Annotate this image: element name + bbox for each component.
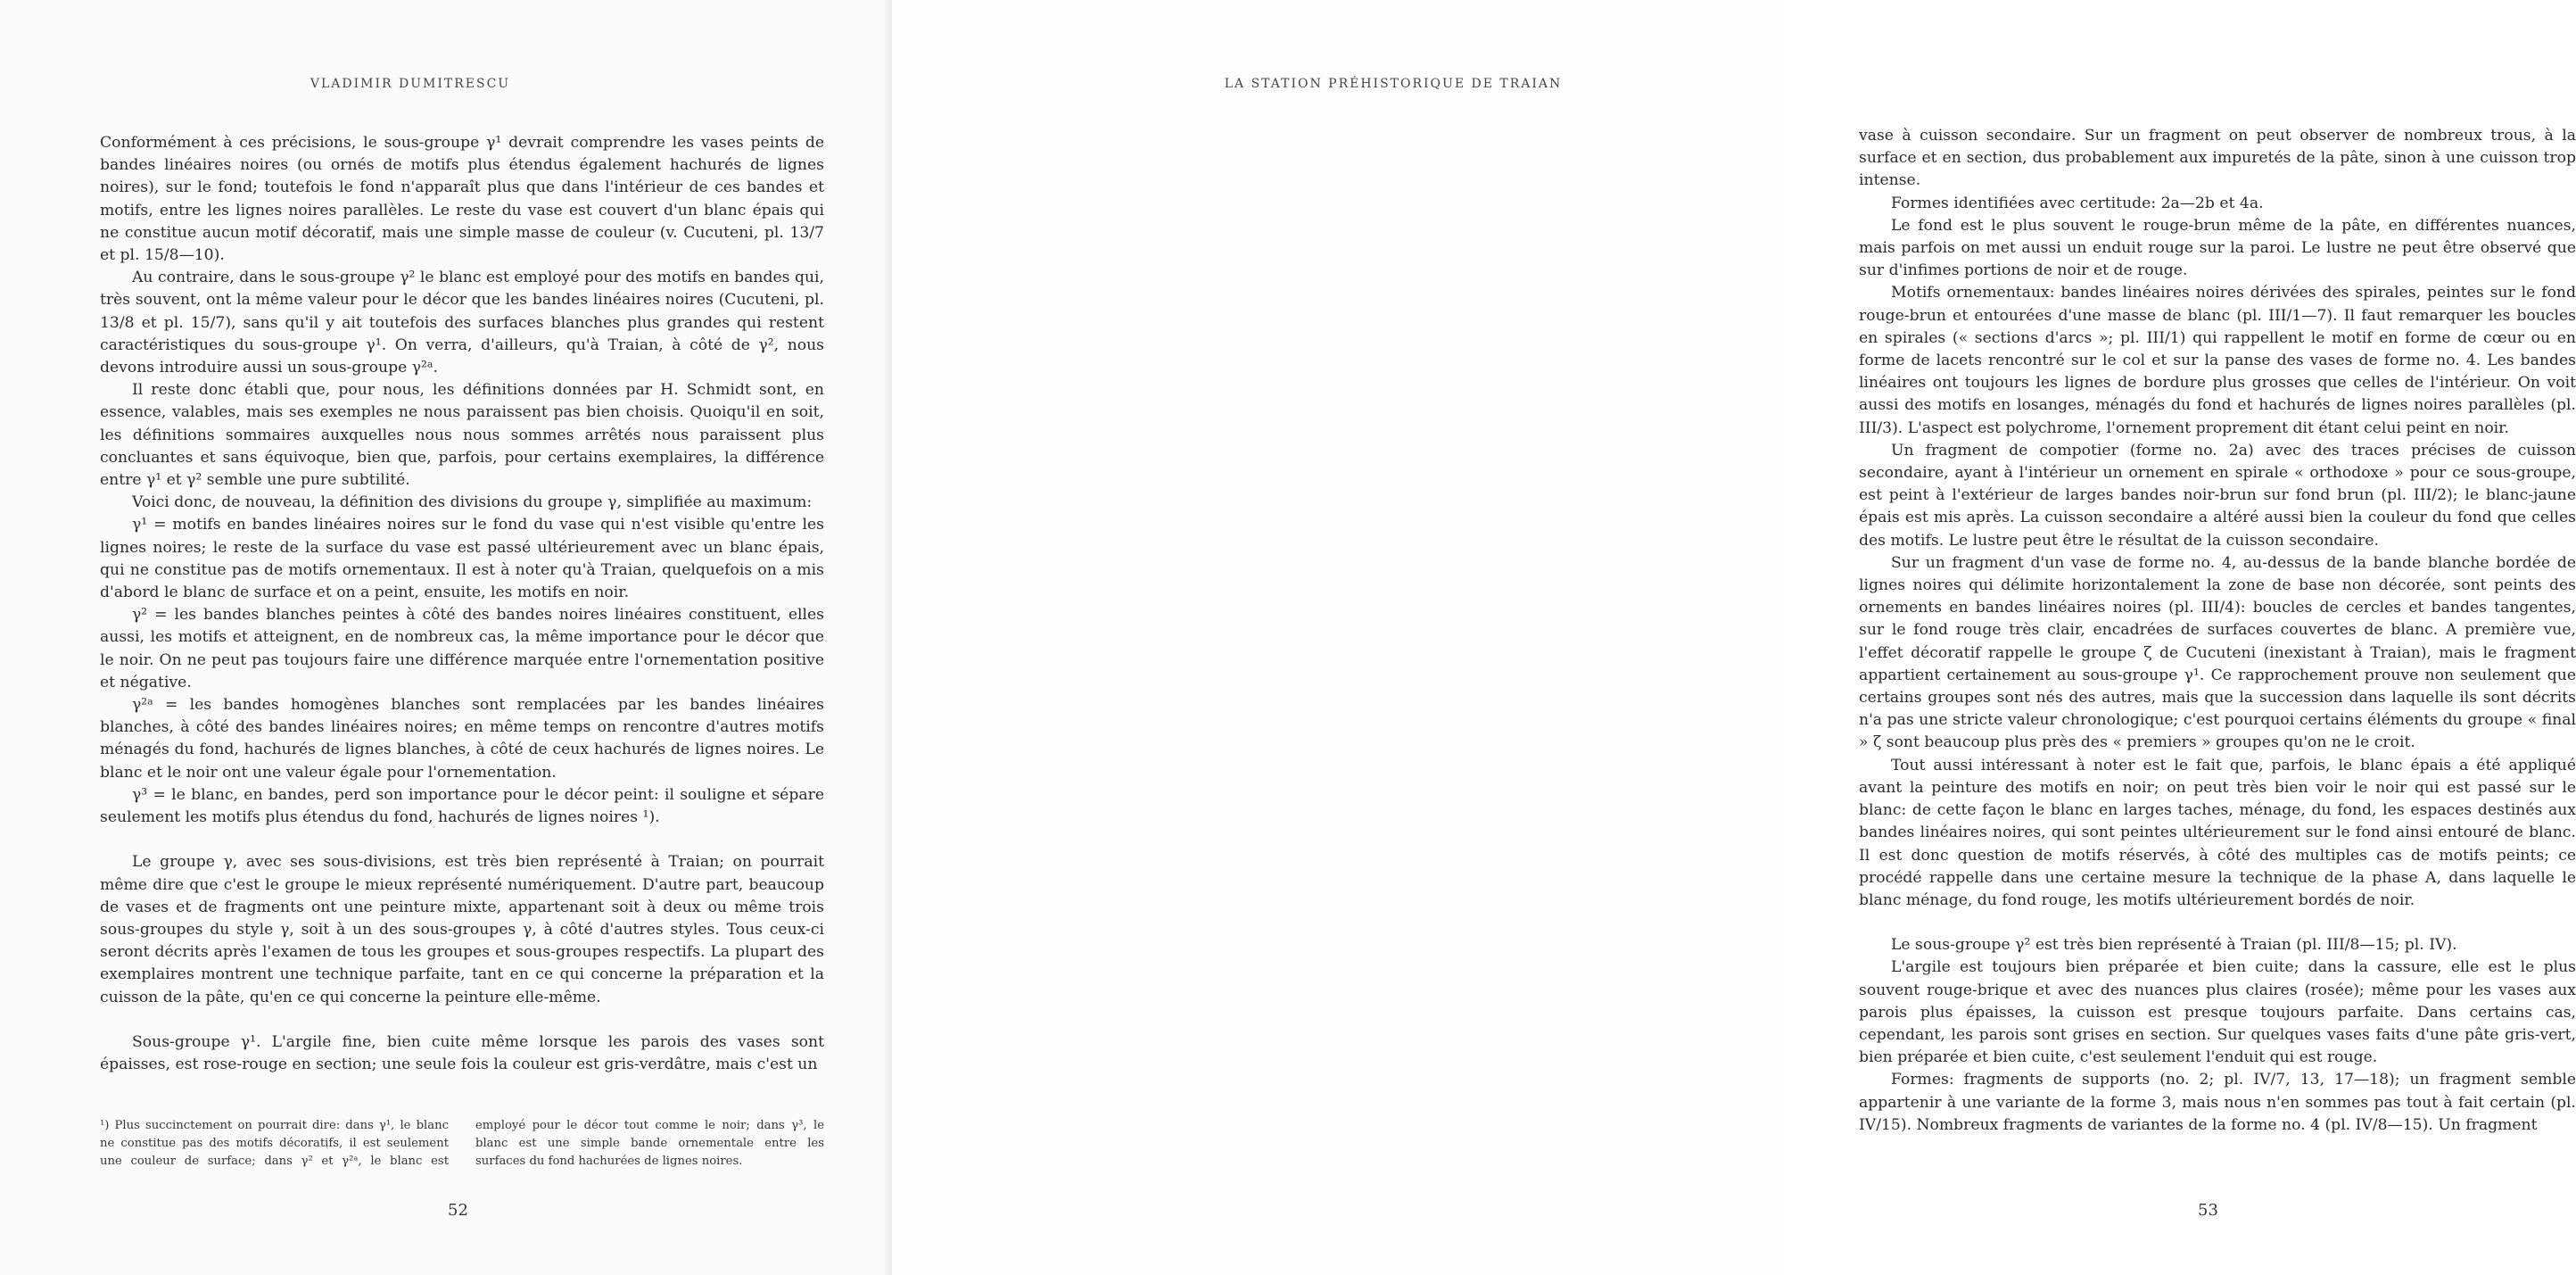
paragraph: γ²ᵃ = les bandes homogènes blanches sont remplacées par les bandes linéaires blanches, à côté des bandes linéaires noires; en même temps on rencontre d'autres motifs ménagés du fond, hachurés de lignes blanches, à côté de ceux hachurés de lignes noires. Le blanc et le noir ont une valeur égale pour l'ornementation. xyxy=(100,696,824,782)
paragraph: Conformément à ces précisions, le sous-groupe γ¹ devrait comprendre les vases peints de bandes linéaires noires (ou ornés de motifs plus étendus également hachurés de lignes noires), sur le fond; toutefois le fond n'apparaît plus que dans l'intérieur de ces bandes et motifs, entre les lignes noires parallèles. Le reste du vase est couvert d'un blanc épais qui ne constitue aucun motif décoratif, mais une simple masse de couleur (v. Cucuteni, pl. 13/7 et pl. 15/8—10). xyxy=(100,134,824,265)
paragraph: Sur un fragment d'un vase de forme no. 4, au-dessus de la bande blanche bordée de lignes noires qui délimite horizontalement la zone de base non décorée, sont peints des ornements en bandes linéaires noires (pl. III/4): boucles de cercles et bandes tangentes, sur le fond rouge très clair, encadrées de surfaces couvertes de blanc. A première vue, l'effet décoratif rappelle le groupe ζ de Cucuteni (inexistant à Traian), mais le fragment appartient certainement au sous-groupe γ¹. Ce rapprochement prouve non seulement que certains groupes sont nés des autres, mais que la succession dans laquelle ils sont décrits n'a pas une stricte valeur chronologique; c'est pourquoi certains éléments du groupe « final » ζ sont beaucoup plus près des « premiers » groupes qu'on ne le croit. xyxy=(1859,553,2576,752)
paragraph: Le groupe γ, avec ses sous-divisions, est très bien représenté à Traian; on pourrait même dire que c'est le groupe le mieux représenté numériquement. D'autre part, beaucoup de vases et de fragments ont une peinture mixte, appartenant soit à deux ou même trois sous-groupes du style γ, soit à un des sous-groupes γ, à côté d'autres styles. Tous ceux-ci seront décrits après l'examen de tous les groupes et sous-groupes respectifs. La plupart des exemplaires montrent une technique parfaite, tant en ce qui concerne la préparation et la cuisson de la pâte, qu'en ce qui concerne la peinture elle-même. xyxy=(100,853,824,1006)
paragraph: Formes identifiées avec certitude: 2a—2b et 4a. xyxy=(1891,194,2264,212)
paragraph: γ³ = le blanc, en bandes, perd son importance pour le décor peint: il souligne et sépare seulement les motifs plus étendus du fond, hachurés de lignes noires ¹). xyxy=(100,785,824,827)
paragraph: vase à cuisson secondaire. Sur un fragment on peut observer de nombreux trous, à la surface et en section, dus probablement aux impuretés de la pâte, sinon à une cuisson trop intense. xyxy=(1859,127,2576,190)
paragraph: Il reste donc établi que, pour nous, les définitions données par H. Schmidt sont, en essence, valables, mais ses exemples ne nous paraissent pas bien choisis. Quoiqu'il en soit, les définitions sommaires auxquelles nous nous sommes arrêtés nous paraissent plus concluantes et sans équivoque, bien que, parfois, pour certains exemplaires, la différence entre γ¹ et γ² semble une pure subtilité. xyxy=(100,381,824,490)
footnote-text: ¹) Plus succinctement on pourrait dire: dans γ¹, le blanc ne constitue pas des motifs décoratifs, il est seulement une couleur de surface; dans γ² et γ²ᵃ, le blanc est employé pour le décor tout comme le noir; dans γ³, le blanc est une simple bande ornementale entre les surfaces du fond hachurées de lignes noires. xyxy=(100,1119,824,1168)
paragraph: Tout aussi intéressant à noter est le fait que, parfois, le blanc épais a été appliqué avant la peinture des motifs en noir; on peut très bien voir le noir qui est passé sur le blanc: de cette façon le blanc en larges taches, ménage, du fond, les espaces destinés aux bandes linéaires noires, qui sont peintes ultérieurement sur le fond ainsi entouré de blanc. Il est donc question de motifs réservés, à côté des multiples cas de motifs peints; ce procédé rappelle dans une certaine mesure la technique de la phase A, dans laquelle le blanc ménage, du fond rouge, les motifs ultérieurement bordés de noir. xyxy=(1859,756,2576,909)
paragraph: γ¹ = motifs en bandes linéaires noires sur le fond du vase qui n'est visible qu'entre les lignes noires; le reste de la surface du vase est passé ultérieurement avec un blanc épais, qui ne constitue pas de motifs ornementaux. Il est à noter qu'à Traian, quelquefois on a mis d'abord le blanc de surface et on a peint, ensuite, les motifs en noir. xyxy=(100,516,824,602)
paragraph: Au contraire, dans le sous-groupe γ² le blanc est employé pour des motifs en bandes qui, très souvent, ont la même valeur pour le décor que les bandes linéaires noires (Cucuteni, pl. 13/8 et pl. 15/7), sans qu'il y ait toutefois des surfaces blanches plus grandes qui restent caractéristiques du sous-groupe γ¹. On verra, d'ailleurs, qu'à Traian, à côté de γ², nous devons introduire aussi un sous-groupe γ²ᵃ. xyxy=(100,269,824,377)
paragraph: Un fragment de compotier (forme no. 2a) avec des traces précises de cuisson secondaire, ayant à l'intérieur un ornement en spirale « orthodoxe » pour ce sous-groupe, est peint à l'extérieur de larges bandes noir-brun sur fond brun (pl. III/2); le blanc-jaune épais est mis après. La cuisson secondaire a altéré aussi bien la couleur du fond que celles des motifs. Le lustre peut être le résultat de la cuisson secondaire. xyxy=(1859,441,2576,550)
right-page-body xyxy=(1859,125,2576,1137)
running-head-right: LA STATION PRÉHISTORIQUE DE TRAIAN xyxy=(1224,77,1563,91)
right-page xyxy=(892,0,2576,1275)
paragraph: γ² = les bandes blanches peintes à côté des bandes noires linéaires constituent, elles aussi, les motifs et atteignent, en de nombreux cas, la même importance pour le décor que le noir. On ne peut pas toujours faire une différence marquée entre l'ornementation positive et négative. xyxy=(100,606,824,691)
paragraph: Formes: fragments de supports (no. 2; pl. IV/7, 13, 17—18); un fragment semble appartenir à une variante de la forme 3, mais nous n'en sommes pas tout à fait certain (pl. IV/15). Nombreux fragments de variantes de la forme no. 4 (pl. IV/8—15). Un fragment xyxy=(1859,1071,2576,1134)
subsection-paragraph: Sous-groupe γ¹. L'argile fine, bien cuite même lorsque les parois des vases sont épaisses, est rose-rouge en section; une seule fois la couleur est gris-verdâtre, mais c'est un xyxy=(100,1032,824,1073)
left-page xyxy=(0,0,892,1275)
paragraph: Motifs ornementaux: bandes linéaires noires dérivées des spirales, peintes sur le fond rouge-brun et entourées d'une masse de blanc (pl. III/1—7). Il faut remarquer les boucles en spirales (« sections d'arcs »; pl. III/1) qui rappellent le motif en forme de cœur ou en forme de lacets rencontré sur le col et sur la panse des vases de forme no. 4. Les bandes linéaires ont toujours les lignes de bordure plus grosses que celles de l'intérieur. On voit aussi des motifs en losanges, ménagés du fond et hachurés de lignes noires parallèles (pl. III/3). L'aspect est polychrome, l'ornement proprement dit étant celui peint en noir. xyxy=(1859,284,2576,437)
paragraph: L'argile est toujours bien préparée et bien cuite; dans la cassure, elle est le plus souvent rouge-brique et avec des nuances plus claires (rosée); même pour les vases aux parois plus épaisses, la cuisson est presque toujours parfaite. Dans certains cas, cependant, les parois sont grises en section. Sur quelques vases faits d'une pâte gris-vert, bien préparée et bien cuite, c'est seulement l'enduit qui est rouge. xyxy=(1859,958,2576,1067)
running-head-left: VLADIMIR DUMITRESCU xyxy=(310,77,511,91)
footnote xyxy=(100,1117,824,1171)
paragraph: Le fond est le plus souvent le rouge-brun même de la pâte, en différentes nuances, mais parfois on met aussi un enduit rouge sur la paroi. Le lustre ne peut être observé que sur d'infimes portions de noir et de rouge. xyxy=(1859,216,2576,280)
paragraph: Voici donc, de nouveau, la définition des divisions du groupe γ, simplifiée au maximum: xyxy=(132,493,813,512)
page-number-right: 53 xyxy=(2198,1201,2218,1220)
subsection-paragraph: Le sous-groupe γ² est très bien représenté à Traian (pl. III/8—15; pl. IV). xyxy=(1891,936,2457,955)
page-number-left: 52 xyxy=(448,1201,468,1220)
left-page-body xyxy=(100,132,824,1076)
